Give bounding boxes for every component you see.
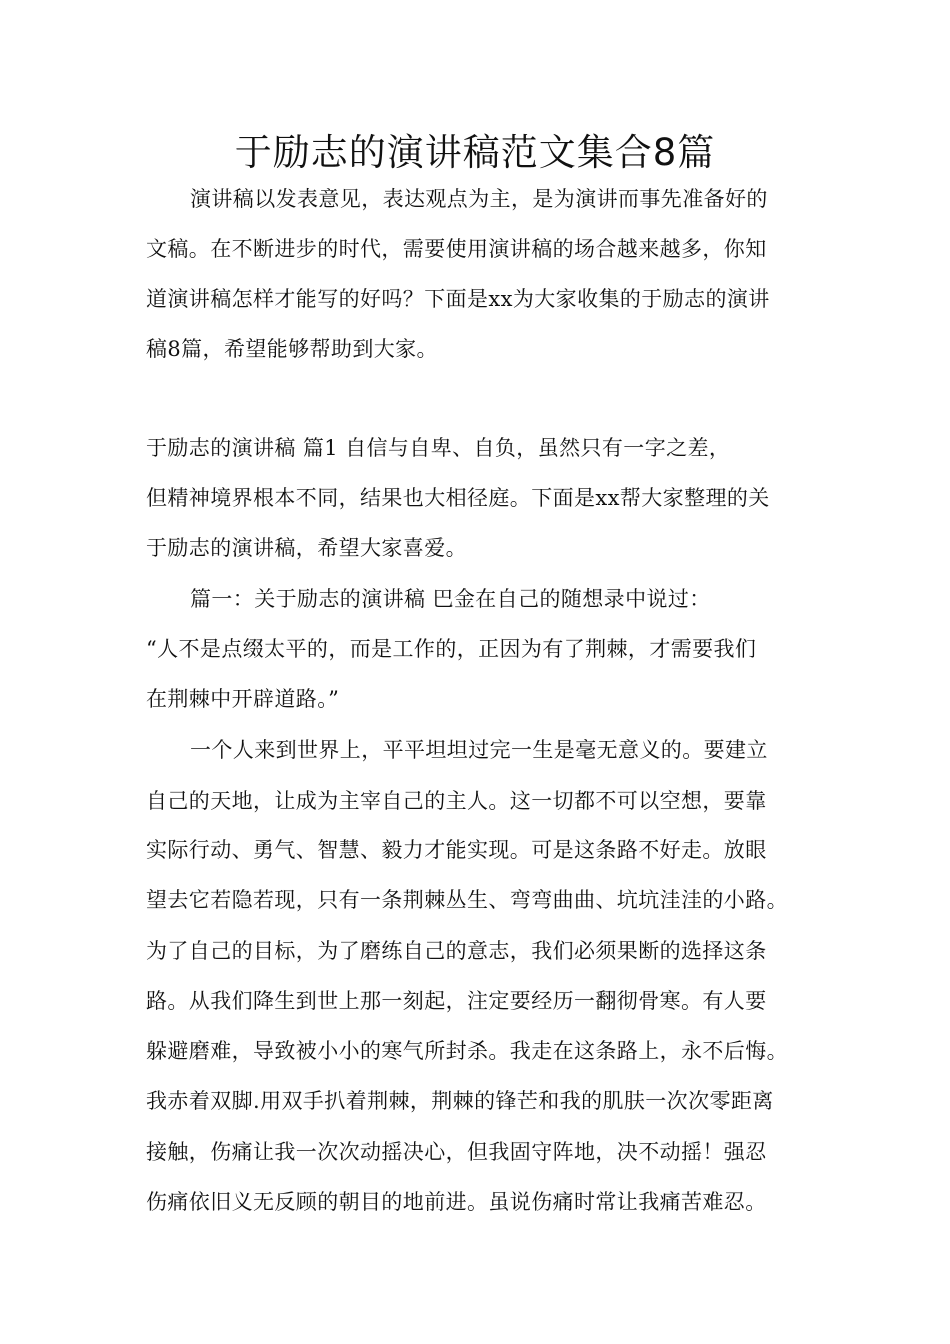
- paragraph-line: 于励志的演讲稿，希望大家喜爱。: [146, 536, 467, 560]
- paragraph-line: 躲避磨难，导致被小小的寒气所封杀。我走在这条路上，永不后悔。: [146, 1039, 788, 1063]
- paragraph-line: 为了自己的目标，为了磨练自己的意志，我们必须果断的选择这条: [146, 939, 767, 963]
- paragraph-line: 自己的天地，让成为主宰自己的主人。这一切都不可以空想，要靠: [146, 789, 767, 813]
- paragraph-line: “人不是点缀太平的，而是工作的，正因为有了荆棘，才需要我们: [146, 637, 757, 661]
- document-title: 于励志的演讲稿范文集合8篇: [234, 131, 716, 174]
- paragraph-line: 但精神境界根本不同，结果也大相径庭。下面是xx帮大家整理的关: [146, 486, 770, 510]
- paragraph-line: 道演讲稿怎样才能写的好吗？下面是xx为大家收集的于励志的演讲: [146, 287, 770, 311]
- paragraph-line: 一个人来到世界上，平平坦坦过完一生是毫无意义的。要建立: [190, 738, 768, 762]
- paragraph-line: 接触，伤痛让我一次次动摇决心，但我固守阵地，决不动摇！强忍: [146, 1140, 767, 1164]
- paragraph-line: 篇一：关于励志的演讲稿 巴金在自己的随想录中说过：: [190, 587, 711, 611]
- paragraph-line: 望去它若隐若现，只有一条荆棘丛生、弯弯曲曲、坑坑洼洼的小路。: [146, 888, 788, 912]
- paragraph-line: 实际行动、勇气、智慧、毅力才能实现。可是这条路不好走。放眼: [146, 838, 767, 862]
- paragraph-line: 稿8篇，希望能够帮助到大家。: [146, 337, 438, 361]
- section-heading-line: 于励志的演讲稿 篇1 自信与自卑、自负，虽然只有一字之差，: [146, 436, 731, 460]
- paragraph-line: 演讲稿以发表意见，表达观点为主，是为演讲而事先准备好的: [190, 187, 768, 211]
- paragraph-line: 在荆棘中开辟道路。”: [146, 687, 340, 711]
- paragraph-line: 我赤着双脚.用双手扒着荆棘，荆棘的锋芒和我的肌肤一次次零距离: [146, 1089, 774, 1113]
- paragraph-line: 伤痛依旧义无反顾的朝目的地前进。虽说伤痛时常让我痛苦难忍。: [146, 1190, 767, 1214]
- paragraph-line: 文稿。在不断进步的时代，需要使用演讲稿的场合越来越多，你知: [146, 237, 767, 261]
- paragraph-line: 路。从我们降生到世上那一刻起，注定要经历一翻彻骨寒。有人要: [146, 989, 767, 1013]
